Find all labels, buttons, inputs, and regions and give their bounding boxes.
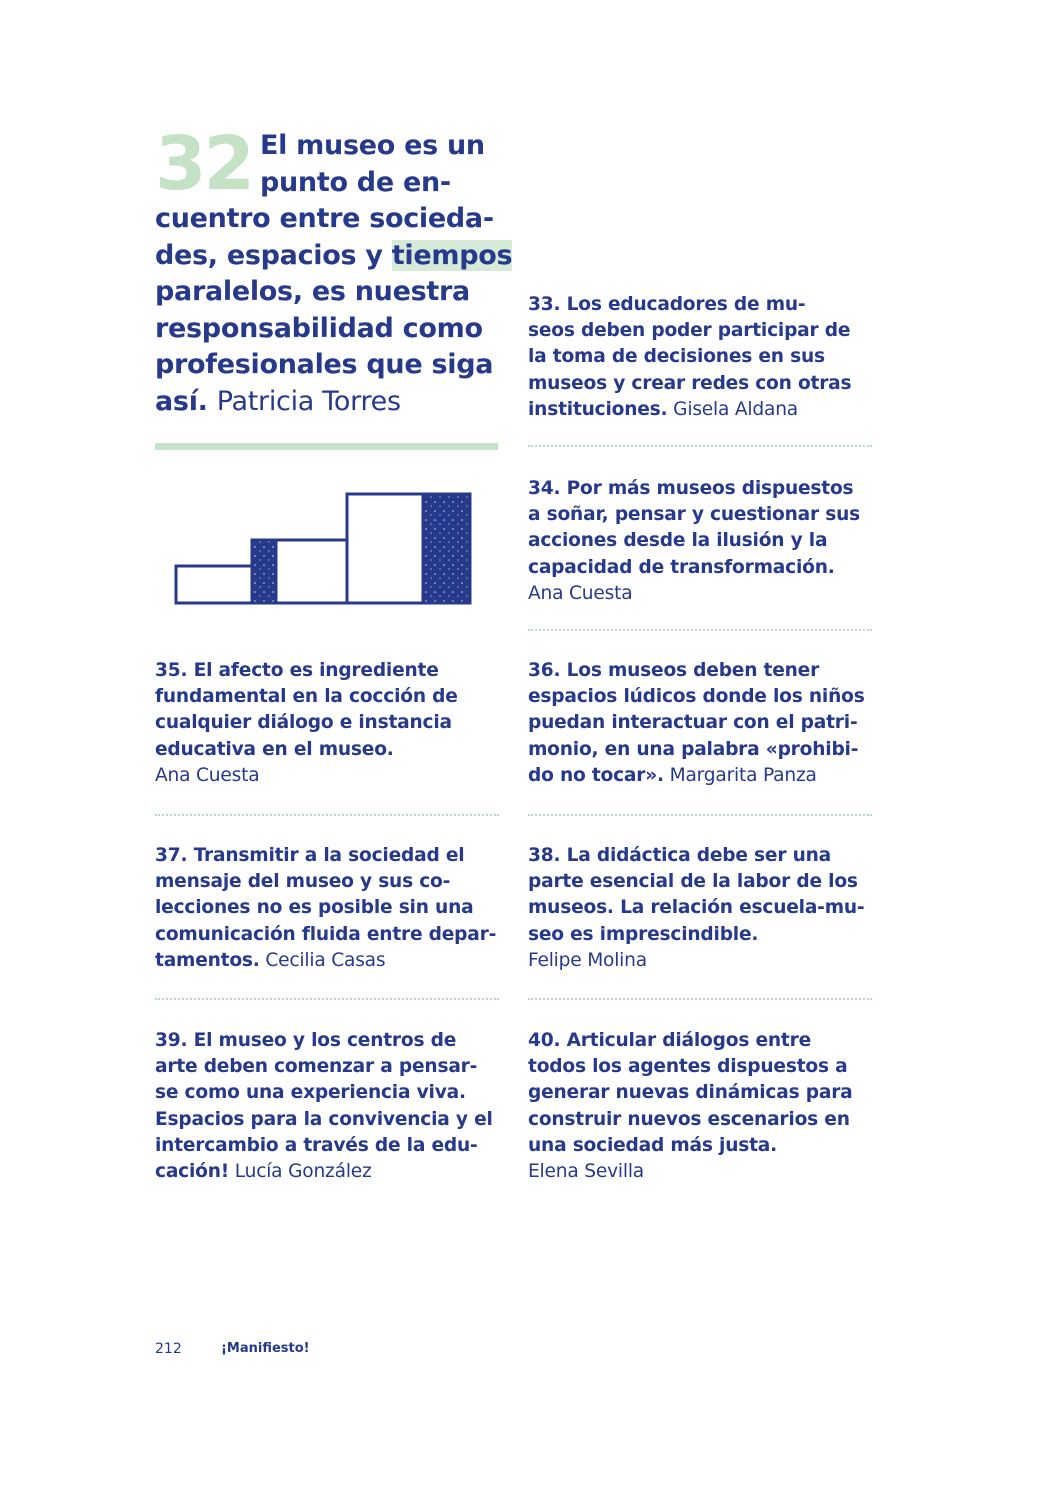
item-text-line: comunicación fluida entre depar- xyxy=(155,923,497,945)
page-footer xyxy=(155,1341,310,1357)
item-text-line: espacios lúdicos donde los niños xyxy=(528,686,865,708)
manifesto-item xyxy=(528,843,878,974)
item-text-line: 39. El museo y los centros de xyxy=(155,1030,457,1051)
item-text-line: cación! xyxy=(155,1161,230,1183)
bar-filled-1 xyxy=(252,540,276,603)
item-author: Gisela Aldana xyxy=(673,398,798,420)
manifesto-item xyxy=(155,658,505,789)
manifesto-item xyxy=(528,292,878,423)
stepped-bars-illustration xyxy=(172,490,472,606)
dotted-divider xyxy=(155,814,499,816)
highlighted-word: tiempos xyxy=(391,239,513,271)
item-text-line: seo es imprescindible. xyxy=(528,923,759,945)
item-text-line: tamentos. xyxy=(155,949,260,971)
bar-filled-2 xyxy=(423,494,470,603)
dotted-divider xyxy=(528,445,872,447)
item-text-line: a soñar, pensar y cuestionar sus xyxy=(528,504,860,526)
item-text-line: educativa en el museo. xyxy=(155,738,394,760)
item-text-line: intercambio a través de la edu- xyxy=(155,1134,478,1156)
item-text-line: 40. Articular diálogos entre xyxy=(528,1030,811,1051)
item-text-line: puedan interactuar con el patri- xyxy=(528,712,858,734)
item-text-line: 37. Transmitir a la sociedad el xyxy=(155,845,465,866)
quote-number: 32 xyxy=(155,121,252,207)
item-text-line: acciones desde la ilusión y la xyxy=(528,530,828,552)
item-text-line: lecciones no es posible sin una xyxy=(155,897,474,919)
manifesto-item xyxy=(155,843,505,974)
item-author: Cecilia Casas xyxy=(265,949,386,971)
item-text-line: 34. Por más museos dispuestos xyxy=(528,478,854,499)
item-text-line: cualquier diálogo e instancia xyxy=(155,712,452,734)
item-text-line: seos deben poder participar de xyxy=(528,320,851,342)
item-text-line: do no tocar». xyxy=(528,764,664,786)
item-author: Margarita Panza xyxy=(669,764,817,786)
publication-title: ¡Manifiesto! xyxy=(221,1341,310,1356)
item-text-line: 38. La didáctica debe ser una xyxy=(528,845,832,866)
item-text-line: mensaje del museo y sus co- xyxy=(155,871,451,893)
manifesto-item xyxy=(155,1028,505,1185)
item-author: Lucía González xyxy=(234,1161,372,1183)
item-author: Felipe Molina xyxy=(528,949,647,971)
manifesto-item xyxy=(528,476,878,607)
item-text-line: instituciones. xyxy=(528,398,668,420)
dotted-divider xyxy=(155,998,499,1000)
item-text-line: arte deben comenzar a pensar- xyxy=(155,1056,478,1078)
quote-text: El museo es un punto de encuentro entre sociedades, espacios y xyxy=(155,130,495,271)
item-text-line: fundamental en la cocción de xyxy=(155,686,458,708)
manifesto-item xyxy=(528,658,878,789)
item-text-line: una sociedad más justa. xyxy=(528,1134,778,1156)
item-text-line: 36. Los museos deben tener xyxy=(528,660,820,681)
bar-outline-2 xyxy=(276,540,347,603)
dotted-divider xyxy=(528,814,872,816)
manifesto-item xyxy=(528,1028,878,1185)
item-text-line: la toma de decisiones en sus xyxy=(528,346,825,368)
item-text-line: museos y crear redes con otras xyxy=(528,372,852,394)
item-text-line: museos. La relación escuela-mu- xyxy=(528,897,865,919)
item-text-line: 35. El afecto es ingrediente xyxy=(155,660,439,681)
lead-quote xyxy=(155,121,515,420)
item-text-line: todos los agentes dispuestos a xyxy=(528,1056,848,1078)
item-author: Elena Sevilla xyxy=(528,1161,644,1183)
item-text-line: parte esencial de la labor de los xyxy=(528,871,858,893)
item-author: Ana Cuesta xyxy=(528,582,633,604)
dotted-divider xyxy=(528,998,872,1000)
bar-outline-3 xyxy=(347,494,423,603)
green-divider xyxy=(155,443,498,450)
item-text-line: construir nuevos escenarios en xyxy=(528,1108,850,1130)
item-text-line: monio, en una palabra «prohibi- xyxy=(528,738,859,760)
bar-outline-1 xyxy=(176,566,252,603)
item-text-line: 33. Los educadores de mu- xyxy=(528,294,806,315)
page-number: 212 xyxy=(155,1341,182,1357)
item-text-line: generar nuevas dinámicas para xyxy=(528,1082,853,1104)
item-text-line: se como una experiencia viva. xyxy=(155,1082,466,1104)
item-text-line: capacidad de transformación. xyxy=(528,556,835,578)
quote-text-end: paralelos, es nuestra responsabilidad como profesionales que siga así. xyxy=(155,276,494,417)
item-author: Ana Cuesta xyxy=(155,764,260,786)
item-text-line: Espacios para la convivencia y el xyxy=(155,1108,493,1130)
dotted-divider xyxy=(528,629,872,631)
quote-author: Patricia Torres xyxy=(216,385,401,417)
